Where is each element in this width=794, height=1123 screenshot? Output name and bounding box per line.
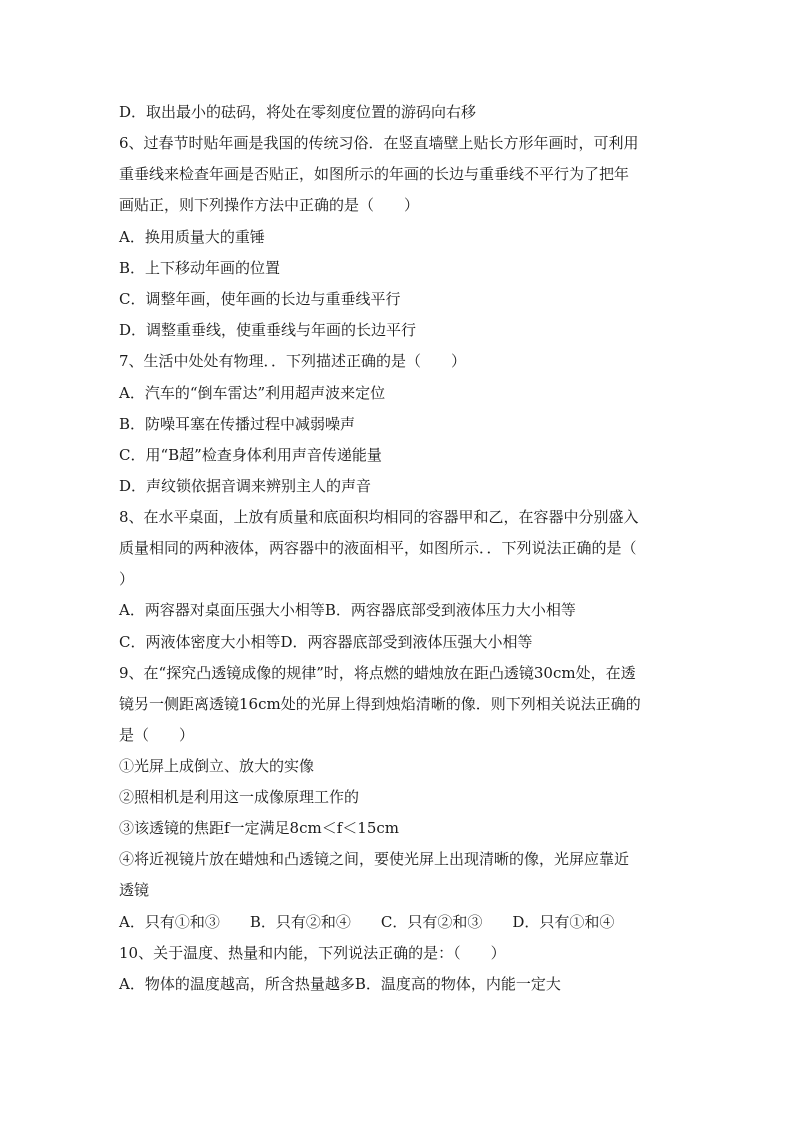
question-9-line-2: 镜另一侧距离透镜16cm处的光屏上得到烛焰清晰的像．则下列相关说法正确的 <box>119 695 641 713</box>
question-6-line-1: 6、过春节时贴年画是我国的传统习俗．在竖直墙壁上贴长方形年画时，可利用 <box>119 134 639 152</box>
option-7d: D．声纹锁依据音调来辨别主人的声音 <box>119 477 372 495</box>
statement-9-3: ③该透镜的焦距f一定满足8cm＜f＜15cm <box>119 819 399 837</box>
option-7b: B．防噪耳塞在传播过程中减弱噪声 <box>119 415 356 433</box>
option-5d: D．取出最小的砝码，将处在零刻度位置的游码向右移 <box>119 103 477 121</box>
statement-9-4-line-2: 透镜 <box>119 881 150 899</box>
option-6a: A．换用质量大的重锤 <box>119 228 265 246</box>
options-10ab: A．物体的温度越高，所含热量越多B．温度高的物体，内能一定大 <box>119 975 561 993</box>
statement-9-1: ①光屏上成倒立、放大的实像 <box>119 757 315 775</box>
options-8ab: A．两容器对桌面压强大小相等B．两容器底部受到液体压力大小相等 <box>119 601 576 619</box>
question-8-line-3: ） <box>119 570 135 588</box>
question-8-line-1: 8、在水平桌面，上放有质量和底面积均相同的容器甲和乙，在容器中分别盛入 <box>119 508 639 526</box>
statement-9-2: ②照相机是利用这一成像原理工作的 <box>119 788 360 806</box>
question-6-line-2: 重垂线来检查年画是否贴正，如图所示的年画的长边与重垂线不平行为了把年 <box>119 165 630 183</box>
option-7c: C．用“B超”检查身体利用声音传递能量 <box>119 446 382 464</box>
question-10: 10、关于温度、热量和内能，下列说法正确的是：（ ） <box>119 944 506 962</box>
question-9-line-1: 9、在“探究凸透镜成像的规律”时，将点燃的蜡烛放在距凸透镜30cm处，在透 <box>119 664 636 682</box>
option-6d: D．调整重垂线，使重垂线与年画的长边平行 <box>119 321 417 339</box>
option-6b: B．上下移动年画的位置 <box>119 259 281 277</box>
question-9-line-3: 是（ ） <box>119 726 195 744</box>
question-6-line-3: 画贴正，则下列操作方法中正确的是（ ） <box>119 196 420 214</box>
options-8cd: C．两液体密度大小相等D．两容器底部受到液体压强大小相等 <box>119 633 533 651</box>
option-7a: A．汽车的“倒车雷达”利用超声波来定位 <box>119 384 386 402</box>
question-8-line-2: 质量相同的两种液体，两容器中的液面相平，如图所示．．下列说法正确的是（ <box>119 539 637 557</box>
question-7: 7、生活中处处有物理．．下列描述正确的是（ ） <box>119 352 467 370</box>
options-9: A．只有①和③ B．只有②和④ C．只有②和③ D．只有①和④ <box>119 913 615 931</box>
statement-9-4-line-1: ④将近视镜片放在蜡烛和凸透镜之间，要使光屏上出现清晰的像，光屏应靠近 <box>119 850 630 868</box>
option-6c: C．调整年画，使年画的长边与重垂线平行 <box>119 290 401 308</box>
